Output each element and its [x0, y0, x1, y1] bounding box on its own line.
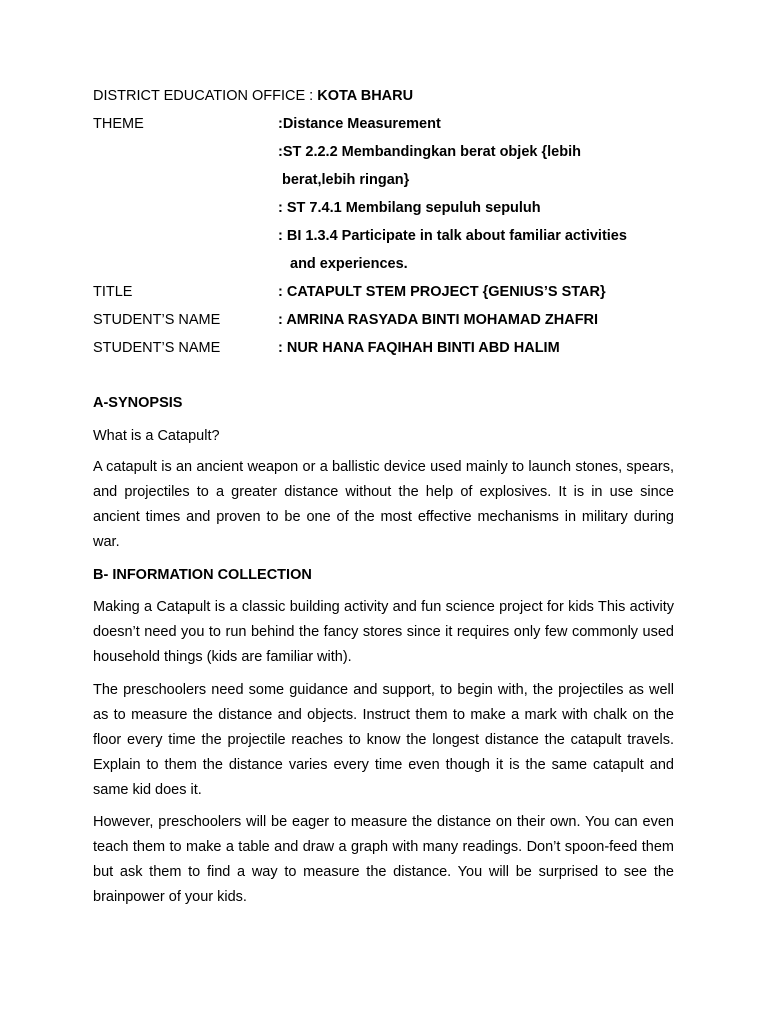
synopsis-question: What is a Catapult?	[93, 428, 220, 444]
theme-label: THEME	[93, 116, 144, 132]
theme-line-1: :Distance Measurement	[278, 116, 441, 132]
theme-line-3: berat,lebih ringan}	[282, 172, 410, 188]
information-heading: B- INFORMATION COLLECTION	[93, 567, 312, 583]
synopsis-paragraph: A catapult is an ancient weapon or a ballistic device used mainly to launch stones, spears, and projectiles to a greater distance without the help of explosives. It is in use since ancient times and proven to be one of the most effective mechanisms in military during war.	[93, 459, 674, 550]
student2-label: STUDENT’S NAME	[93, 340, 221, 356]
information-paragraph-1: Making a Catapult is a classic building activity and fun science project for kids This activity doesn’t need you to run behind the fancy stores since it requires only few commonly used household things (kids are familiar with).	[93, 599, 674, 665]
theme-line-2: :ST 2.2.2 Membandingkan berat objek {lebih	[278, 144, 581, 160]
office-label: DISTRICT EDUCATION OFFICE :	[93, 88, 318, 104]
student1-value: : AMRINA RASYADA BINTI MOHAMAD ZHAFRI	[278, 312, 599, 328]
theme-line-5: : BI 1.3.4 Participate in talk about familiar activities	[278, 228, 627, 244]
student1-label: STUDENT’S NAME	[93, 312, 221, 328]
office-row	[93, 86, 413, 106]
synopsis-heading: A-SYNOPSIS	[93, 395, 183, 411]
theme-line-4: : ST 7.4.1 Membilang sepuluh sepuluh	[278, 200, 541, 216]
title-value: : CATAPULT STEM PROJECT {GENIUS’S STAR}	[278, 284, 606, 300]
student2-value: : NUR HANA FAQIHAH BINTI ABD HALIM	[278, 340, 560, 356]
information-paragraph-3: However, preschoolers will be eager to measure the distance on their own. You can even teach them to make a table and draw a graph with many readings. Don’t spoon-feed them but ask them to find a way to measure the distance. You will be surprised to see the brainpower of your kids.	[93, 814, 674, 905]
theme-line-6: and experiences.	[290, 256, 408, 272]
information-paragraph-2: The preschoolers need some guidance and support, to begin with, the projectiles as well as to measure the distance and objects. Instruct them to make a mark with chalk on the floor every time the projectile reaches to know the longest distance the catapult travels. Explain to them the distance varies every time even though it is the same catapult and same kid does it.	[93, 682, 674, 798]
title-label: TITLE	[93, 284, 133, 300]
office-value: KOTA BHARU	[317, 88, 414, 104]
